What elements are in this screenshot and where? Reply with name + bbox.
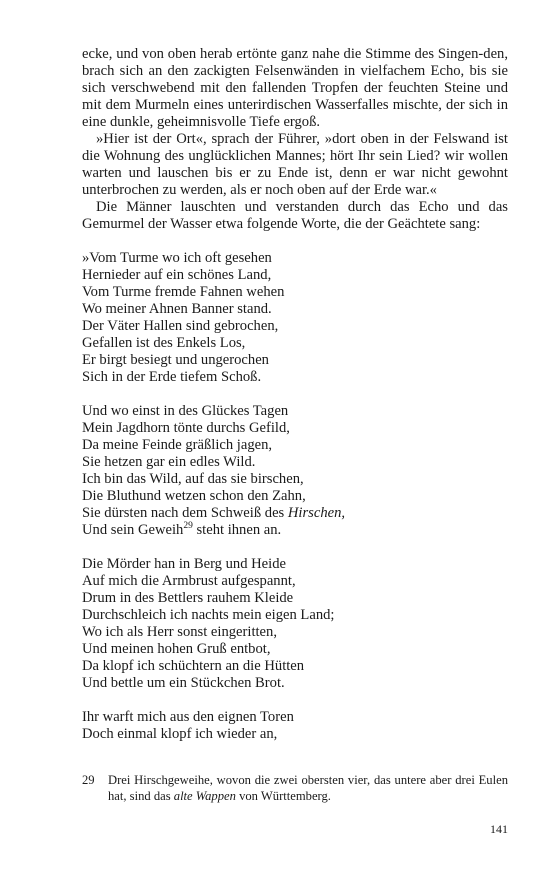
footnote-text (108, 773, 508, 804)
poem-line: Er birgt besiegt und ungerochen (82, 352, 269, 368)
page-body (82, 46, 508, 743)
poem-line: Auf mich die Armbrust aufgespannt, (82, 573, 296, 589)
poem-line: Da klopf ich schüchtern an die Hütten (82, 658, 305, 674)
line-text: steht ihnen an. (192, 522, 282, 538)
poem-line: Da meine Feinde gräßlich jagen, (82, 437, 273, 453)
poem-line: Doch einmal klopf ich wieder an, (82, 726, 278, 742)
paragraph: ecke, und von oben herab ertönte ganz nahe die Stimme des Singen-den, brach sich an den zackigten Felsenwänden in vielfachem Echo, bis sie sich verschwebend mit den fallenden Tropfen der feuchten Steine und mit dem Murmeln eines unterirdischen Wasserfalles mischte, der sich in eine dunkle, geheimnisvolle Tiefe ergoß. (82, 46, 508, 130)
poem-line: Ich bin das Wild, auf das sie birschen, (82, 471, 304, 487)
poem-line: Und meinen hohen Gruß entbot, (82, 641, 271, 657)
footnote-text-part: Drei Hirschgeweihe, wovon die zwei obersten vier, das untere aber drei Eulen hat, sind das (108, 773, 508, 803)
poem-line: Drum in des Bettlers rauhem Kleide (82, 590, 294, 606)
footnote-number: 29 (82, 773, 95, 787)
stanza-3 (82, 556, 508, 692)
page-number: 141 (490, 822, 508, 836)
poem-line: Sich in der Erde tiefem Schoß. (82, 369, 262, 385)
stanza-2 (82, 403, 508, 539)
poem-line: Sie hetzen gar ein edles Wild. (82, 454, 256, 470)
poem-line: Ihr warft mich aus den eignen Toren (82, 709, 294, 725)
poem-line: Die Mörder han in Berg und Heide (82, 556, 286, 572)
poem-line: Gefallen ist des Enkels Los, (82, 335, 246, 351)
poem-line: Wo ich als Herr sonst eingeritten, (82, 624, 277, 640)
poem-line: Wo meiner Ahnen Banner stand. (82, 301, 272, 317)
line-text: Und sein Geweih (82, 522, 184, 538)
prose-section (82, 46, 508, 233)
poem-line: Vom Turme fremde Fahnen wehen (82, 284, 285, 300)
poem-line: Die Bluthund wetzen schon den Zahn, (82, 488, 306, 504)
poem-line: Hernieder auf ein schönes Land, (82, 267, 272, 283)
italic-word: Hirschen, (287, 505, 346, 521)
poem-line: »Vom Turme wo ich oft gesehen (82, 250, 272, 266)
poem-line: Mein Jagdhorn tönte durchs Gefild, (82, 420, 290, 436)
poem-line (82, 505, 508, 522)
stanza-4 (82, 709, 508, 743)
italic-phrase: alte Wappen (173, 788, 236, 803)
paragraph: »Hier ist der Ort«, sprach der Führer, »dort oben in der Felswand ist die Wohnung des unglücklichen Mannes; hört Ihr sein Lied? wir wollen warten und lauschen bis er zu Ende ist, denn er war nicht gewohnt unterbrochen zu werden, als er noch oben auf der Erde war.« (82, 131, 508, 198)
poem-line (82, 522, 508, 539)
poem-line: Und bettle um ein Stückchen Brot. (82, 675, 285, 691)
poem-line: Der Väter Hallen sind gebrochen, (82, 318, 279, 334)
footnote-text-part: von Württemberg. (235, 788, 331, 803)
poem-line: Durchschleich ich nachts mein eigen Land; (82, 607, 335, 623)
paragraph: Die Männer lauschten und verstanden durch das Echo und das Gemurmel der Wasser etwa folgende Worte, die der Geächtete sang: (82, 199, 508, 232)
footnote (82, 773, 508, 804)
footnote-reference[interactable]: 29 (183, 521, 193, 531)
line-text: Sie dürsten nach dem Schweiß des (82, 505, 288, 521)
poem-line: Und wo einst in des Glückes Tagen (82, 403, 289, 419)
poem (82, 250, 508, 743)
stanza-1 (82, 250, 508, 386)
